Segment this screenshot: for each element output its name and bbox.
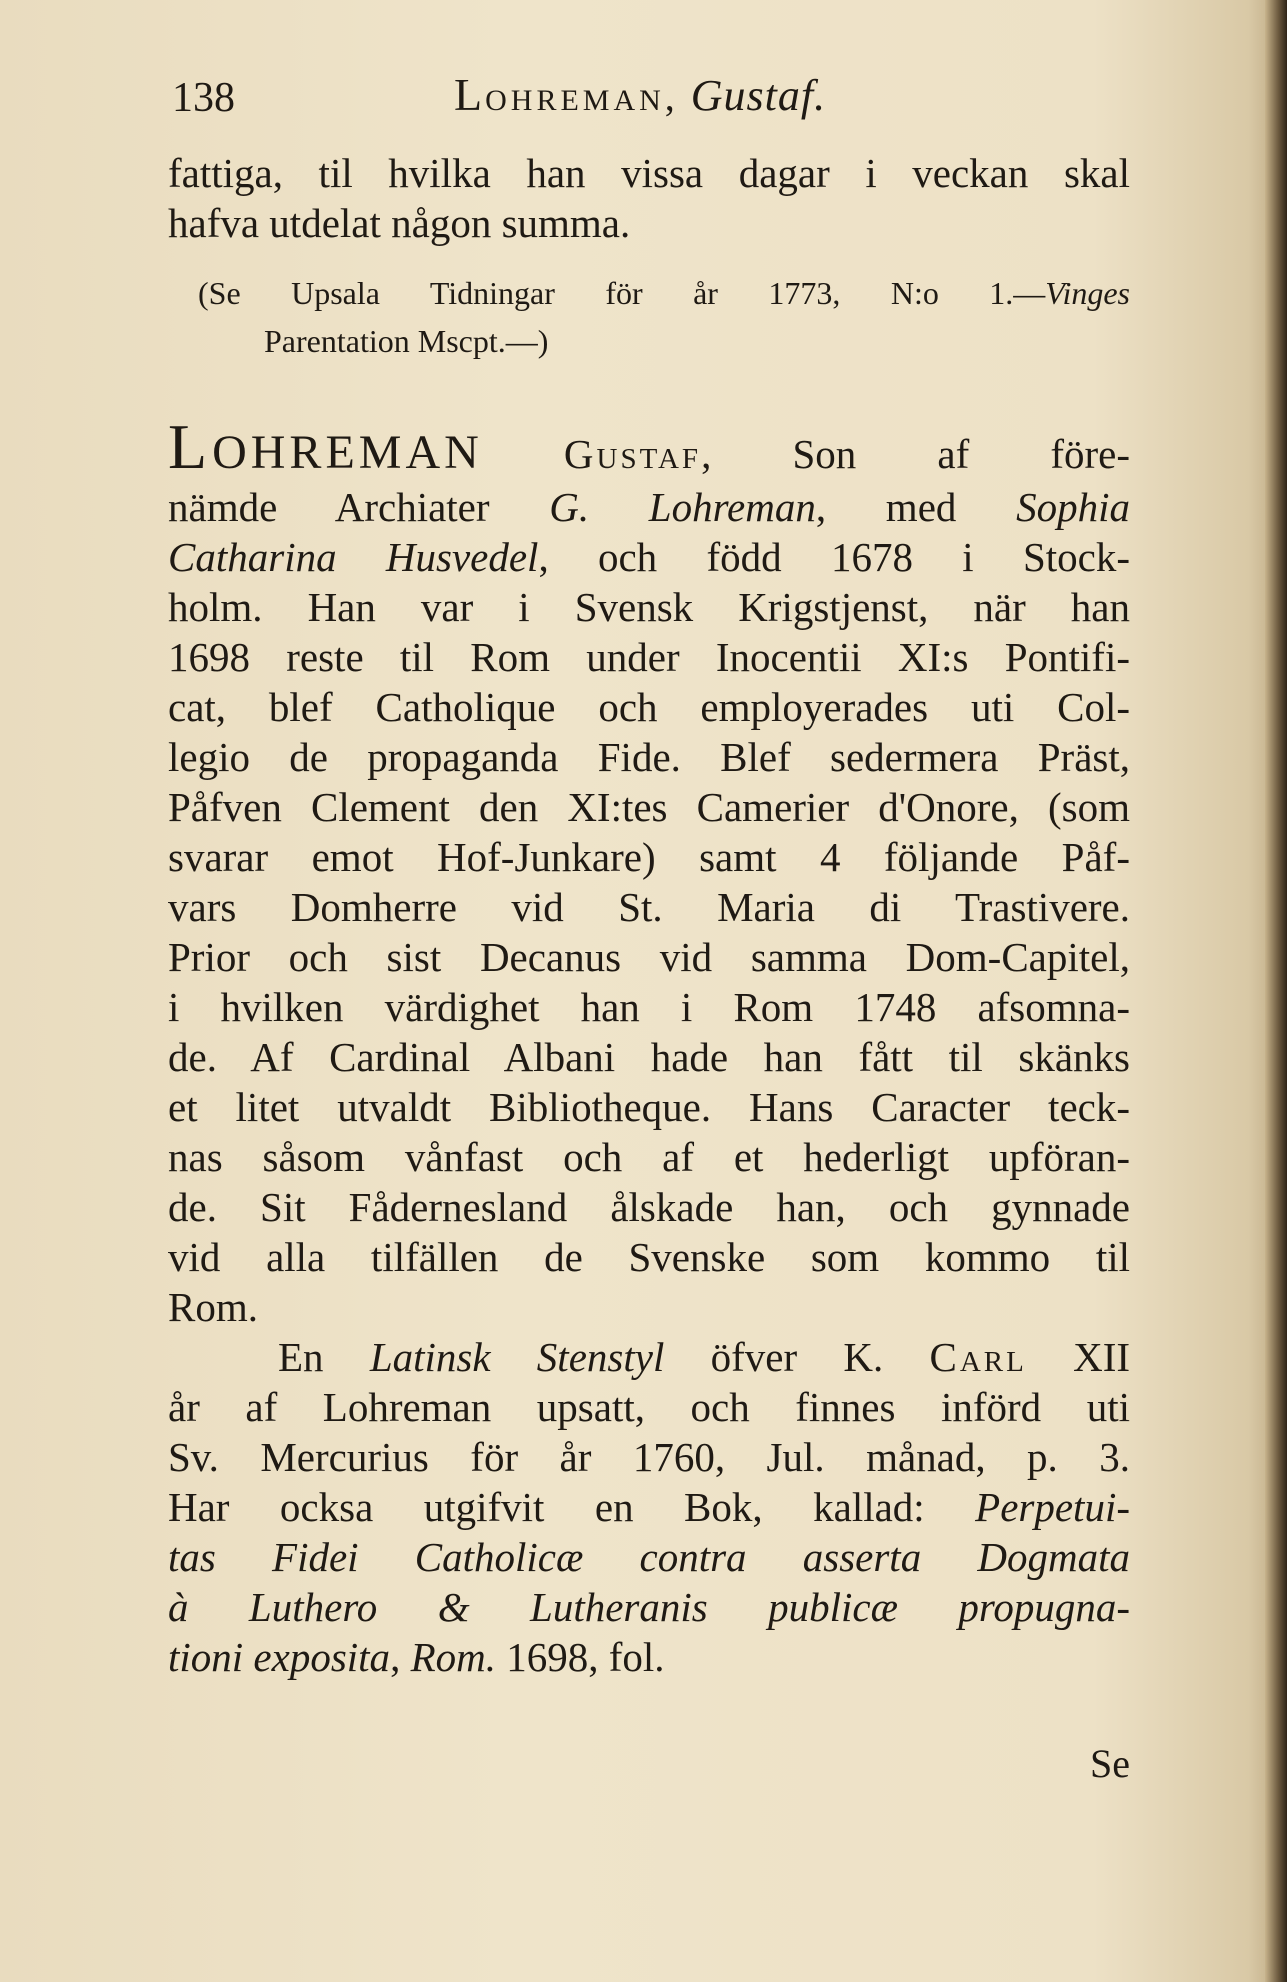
page-number: 138 (172, 75, 235, 121)
body-line: nämde Archiater G. Lohreman, med Sophia (168, 484, 1130, 530)
body-line: Påfven Clement den XI:tes Camerier d'Onore, (som (168, 784, 1130, 830)
body-line: En Latinsk Stenstyl öfver K. Carl XII (278, 1334, 1131, 1380)
running-head-separator: , (664, 74, 678, 119)
body-line: hafva utdelat någon summa. (168, 200, 631, 246)
catchword: Se (1090, 1741, 1130, 1786)
body-line: tioni exposita, Rom. 1698, fol. (168, 1634, 665, 1680)
body-line: à Luthero & Lutheranis publicæ propugna- (168, 1584, 1130, 1630)
entry-surname: OHREMAN (212, 426, 483, 479)
body-line: Rom. (168, 1284, 258, 1330)
entry-heading-line: LOHREMAN Gustaf, Son af före- (168, 411, 1131, 482)
body-line: Sv. Mercurius för år 1760, Jul. månad, p. 3. (168, 1434, 1130, 1480)
running-head-surname: OHREMAN (485, 84, 665, 117)
running-head-given-name: Gustaf. (690, 71, 827, 120)
entry-given-name: Gustaf (563, 431, 702, 477)
reference-note: Parentation Mscpt.—) (264, 323, 549, 359)
body-line: Catharina Husvedel, och född 1678 i Stock- (168, 534, 1130, 580)
body-line: år af Lohreman upsatt, och finnes införd uti (168, 1384, 1130, 1430)
body-line: vid alla tilfällen de Svenske som kommo til (168, 1234, 1130, 1280)
running-head (454, 68, 826, 121)
body-line: legio de propaganda Fide. Blef sedermera Präst, (168, 734, 1130, 780)
body-line: Har ocksa utgifvit en Bok, kallad: Perpetui- (168, 1484, 1130, 1530)
body-line: fattiga, til hvilka han vissa dagar i veckan skal (168, 150, 1130, 196)
body-line: de. Af Cardinal Albani hade han fått til skänks (168, 1034, 1130, 1080)
page-header (172, 62, 932, 122)
body-line: de. Sit Fådernesland ålskade han, och gynnade (168, 1184, 1130, 1230)
body-line: nas såsom vånfast och af et hederligt upföran- (168, 1134, 1130, 1180)
body-line: cat, blef Catholique och employerades uti Col- (168, 684, 1130, 730)
body-line: vars Domherre vid St. Maria di Trastivere. (168, 884, 1130, 930)
page-edge (1265, 0, 1287, 1982)
body-line: tas Fidei Catholicæ contra asserta Dogmata (168, 1534, 1130, 1580)
body-line: Prior och sist Decanus vid samma Dom-Capitel, (168, 934, 1130, 980)
reference-note: (Se Upsala Tidningar för år 1773, N:o 1.—Vinges (198, 275, 1130, 311)
body-line: holm. Han var i Svensk Krigstjenst, när han (168, 584, 1130, 630)
body-line: svarar emot Hof-Junkare) samt 4 följande Påf- (168, 834, 1130, 880)
body-line: et litet utvaldt Bibliotheque. Hans Caracter teck- (168, 1084, 1130, 1130)
body-line: 1698 reste til Rom under Inocentii XI:s Pontifi- (168, 634, 1130, 680)
drop-cap: L (168, 411, 213, 482)
running-head-initial: L (454, 69, 486, 120)
body-line: i hvilken värdighet han i Rom 1748 afsomna- (168, 984, 1130, 1030)
